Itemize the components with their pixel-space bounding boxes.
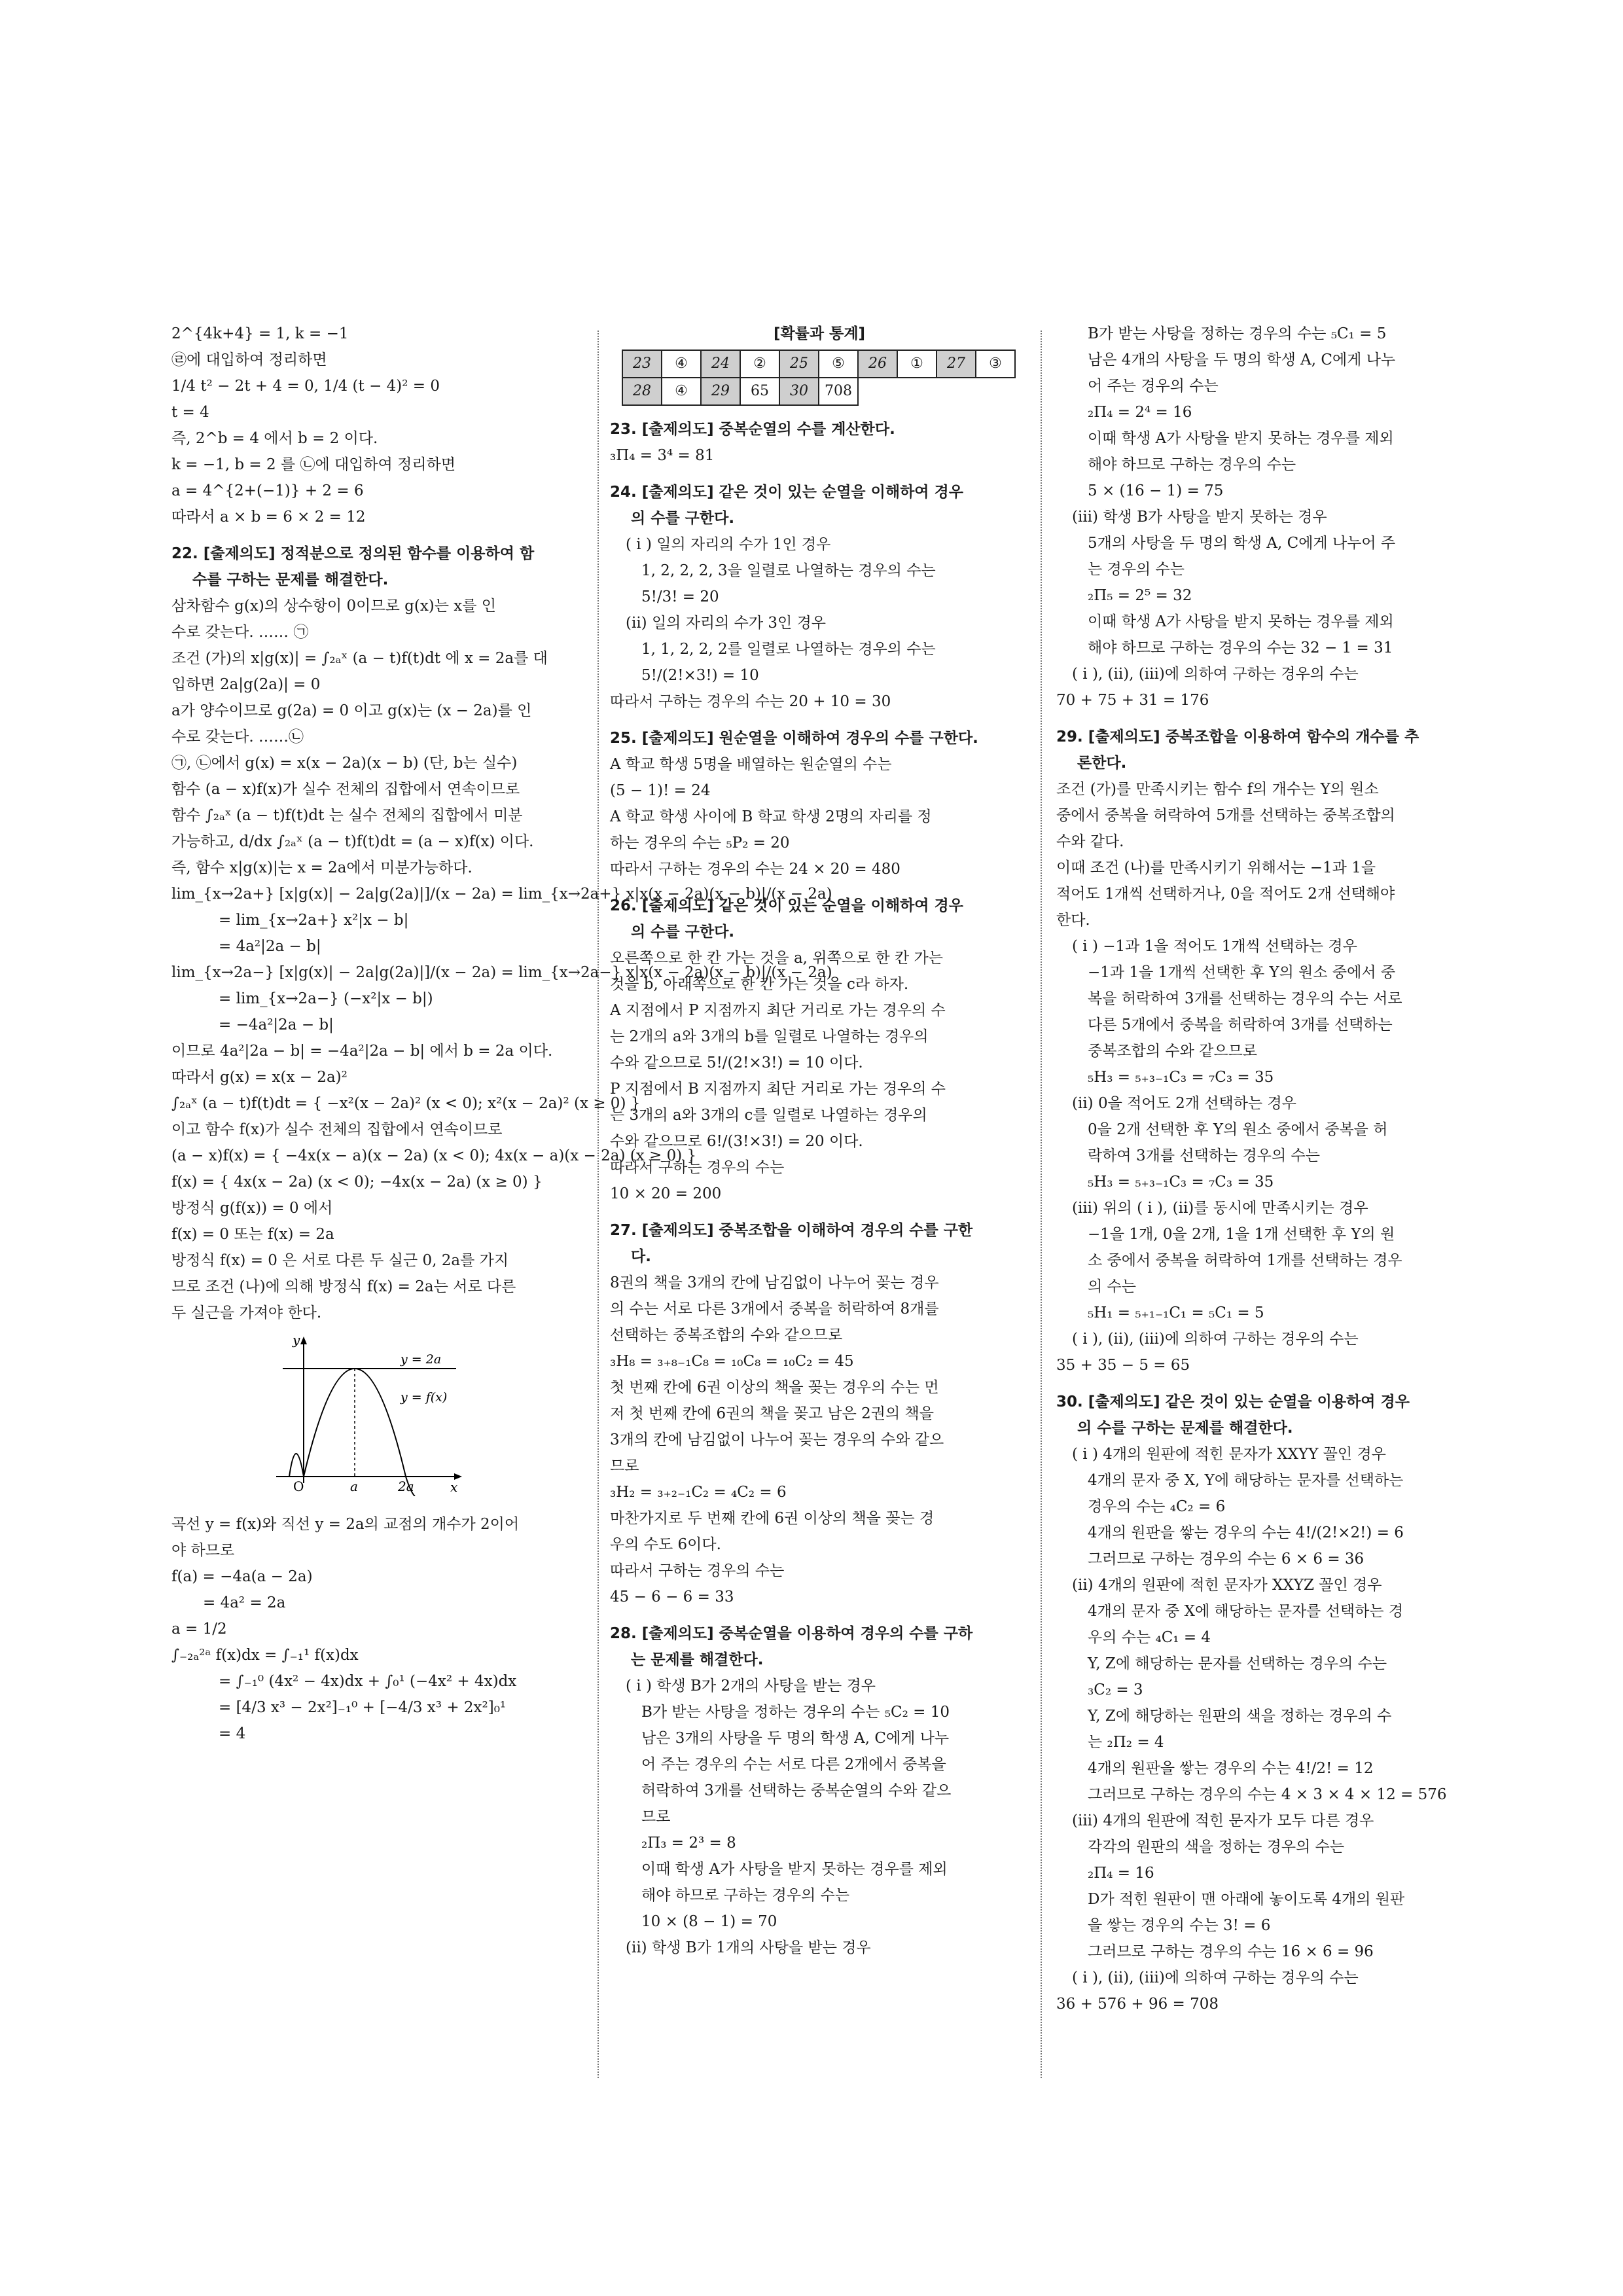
text-line: 5 × (16 − 1) = 75 — [1088, 482, 1224, 499]
text-line: 는 ₂Π₂ = 4 — [1088, 1734, 1164, 1751]
graph-origin-label: O — [293, 1479, 304, 1494]
text-line: 이때 조건 (나)를 만족시키기 위해서는 −1과 1을 — [1056, 859, 1376, 876]
text-line: 1/4 t² − 2t + 4 = 0, 1/4 (t − 4)² = 0 — [171, 378, 440, 395]
text-line: 저 첫 번째 칸에 6권의 책을 꽂고 남은 2권의 책을 — [610, 1405, 934, 1422]
problem-heading-line — [610, 1647, 1029, 1673]
text-line: lim_{x→2a+} [x|g(x)| − 2a|g(2a)|]/(x − 2a) = lim_{x→2a+} x|x(x − 2a)(x − b)|/(x − 2a) — [171, 886, 832, 903]
text-line: 것을 b, 아래쪽으로 한 칸 가는 것을 c라 하자. — [610, 976, 909, 993]
text-line: 중에서 중복을 허락하여 5개를 선택하는 중복조합의 — [1056, 807, 1395, 824]
text-line: = ∫₋₁⁰ (4x² − 4x)dx + ∫₀¹ (−4x² + 4x)dx — [219, 1673, 517, 1690]
text-line: 그러므로 구하는 경우의 수는 4 × 3 × 4 × 12 = 576 — [1088, 1786, 1447, 1803]
text-line: 는 2개의 a와 3개의 b를 일렬로 나열하는 경우의 — [610, 1028, 929, 1045]
text-line: ₂Π₄ = 2⁴ = 16 — [1088, 404, 1192, 421]
text-line: 수와 같다. — [1056, 833, 1124, 850]
text-line: −1과 1을 1개씩 선택한 후 Y의 원소 중에서 중 — [1088, 964, 1396, 981]
answer-question-number: 25 — [779, 350, 819, 378]
problem-heading: 30. [출제의도] 같은 것이 있는 순열을 이용하여 경우 — [1056, 1393, 1410, 1410]
text-line: ₂Π₅ = 2⁵ = 32 — [1088, 587, 1192, 604]
text-line: 해야 하므로 구하는 경우의 수는 — [1088, 456, 1296, 473]
text-line: ₅H₃ = ₅₊₃₋₁C₃ = ₇C₃ = 35 — [1088, 1174, 1274, 1191]
problem-heading-line — [610, 1244, 1029, 1270]
graph-2a-label: 2a — [398, 1479, 414, 1494]
text-line: 이때 학생 A가 사탕을 받지 못하는 경우를 제외 — [1088, 613, 1394, 630]
problem-heading: 26. [출제의도] 같은 것이 있는 순열을 이해하여 경우 — [610, 897, 963, 914]
text-line: 락하여 3개를 선택하는 경우의 수는 — [1088, 1147, 1320, 1164]
text-line: 45 − 6 − 6 = 33 — [610, 1588, 734, 1605]
text-line: a가 양수이므로 g(2a) = 0 이고 g(x)는 (x − 2a)를 인 — [171, 702, 532, 719]
text-line: 방정식 f(x) = 0 은 서로 다른 두 실근 0, 2a를 가지 — [171, 1252, 509, 1269]
graph-line-label: y = 2a — [401, 1352, 442, 1367]
column-3 — [1056, 321, 1469, 2017]
text-line: A 학교 학생 5명을 배열하는 원순열의 수는 — [610, 756, 892, 773]
text-line: 하는 경우의 수는 ₅P₂ = 20 — [610, 834, 790, 852]
text-line: 수와 같으므로 6!/(3!×3!) = 20 이다. — [610, 1133, 863, 1150]
text-line: 이때 학생 A가 사탕을 받지 못하는 경우를 제외 — [1088, 430, 1394, 447]
answer-question-number: 30 — [779, 378, 819, 405]
problem-heading: 29. [출제의도] 중복조합을 이용하여 함수의 개수를 추 — [1056, 728, 1419, 745]
text-line: 입하면 2a|g(2a)| = 0 — [171, 676, 321, 693]
answer-value: ① — [897, 350, 936, 378]
text-line: 해야 하므로 구하는 경우의 수는 32 − 1 = 31 — [1088, 639, 1393, 656]
text-line: ( i ) 4개의 원판에 적힌 문자가 XXYY 꼴인 경우 — [1072, 1446, 1386, 1463]
problem-heading: 27. [출제의도] 중복조합을 이해하여 경우의 수를 구한 — [610, 1222, 973, 1239]
graph-x-label: x — [450, 1479, 458, 1495]
text-line: f(x) = 0 또는 f(x) = 2a — [171, 1226, 334, 1243]
text-line: ( i ), (ii), (iii)에 의하여 구하는 경우의 수는 — [1072, 666, 1359, 683]
text-line: 소 중에서 중복을 허락하여 1개를 선택하는 경우 — [1088, 1252, 1402, 1269]
text-line: 이므로 4a²|2a − b| = −4a²|2a − b| 에서 b = 2a 이다. — [171, 1043, 553, 1060]
text-line: 5!/(2!×3!) = 10 — [641, 667, 759, 684]
text-line: ₃H₂ = ₃₊₂₋₁C₂ = ₄C₂ = 6 — [610, 1484, 787, 1501]
text-line: ( i ), (ii), (iii)에 의하여 구하는 경우의 수는 — [1072, 1969, 1359, 1986]
column-2 — [610, 321, 1029, 1961]
text-line: 3개의 칸에 남김없이 나누어 꽂는 경우의 수와 같으 — [610, 1431, 944, 1448]
text-line: 따라서 구하는 경우의 수는 24 × 20 = 480 — [610, 861, 901, 878]
text-line: 수와 같으므로 5!/(2!×3!) = 10 이다. — [610, 1054, 863, 1071]
answer-value: ⑤ — [819, 350, 858, 378]
answer-value: ④ — [662, 378, 701, 405]
text-line: 허락하여 3개를 선택하는 중복순열의 수와 같으 — [641, 1782, 952, 1799]
text-line: 함수 ∫₂ₐˣ (a − t)f(t)dt 는 실수 전체의 집합에서 미분 — [171, 807, 523, 824]
text-line: 따라서 a × b = 6 × 2 = 12 — [171, 509, 366, 526]
text-line: ( i ) 일의 자리의 수가 1인 경우 — [626, 536, 831, 553]
answer-question-number: 29 — [701, 378, 740, 405]
text-line: ₂Π₃ = 2³ = 8 — [641, 1835, 736, 1852]
problem-heading-line — [610, 919, 1029, 945]
text-line: 남은 3개의 사탕을 두 명의 학생 A, C에게 나누 — [641, 1730, 950, 1747]
text-line: 따라서 구하는 경우의 수는 20 + 10 = 30 — [610, 693, 891, 710]
text-line: 첫 번째 칸에 6권 이상의 책을 꽂는 경우의 수는 먼 — [610, 1379, 939, 1396]
text-line: (iii) 4개의 원판에 적힌 문자가 모두 다른 경우 — [1072, 1812, 1374, 1829]
text-line: 한다. — [1056, 912, 1090, 929]
text-line: 의 수는 서로 다른 3개에서 중복을 허락하여 8개를 — [610, 1300, 939, 1318]
answer-value: 708 — [819, 378, 858, 405]
text-line: ₂Π₄ = 16 — [1088, 1865, 1154, 1882]
answer-question-number: 26 — [858, 350, 897, 378]
graph-y-label: y — [293, 1333, 300, 1348]
text-line: 4개의 원판을 쌓는 경우의 수는 4!/2! = 12 — [1088, 1760, 1374, 1777]
text-line: P 지점에서 B 지점까지 최단 거리로 가는 경우의 수 — [610, 1081, 946, 1098]
text-line: 그러므로 구하는 경우의 수는 16 × 6 = 96 — [1088, 1943, 1374, 1960]
text-line: 마찬가지로 두 번째 칸에 6권 이상의 책을 꽂는 경 — [610, 1510, 935, 1527]
text-line: = 4a² = 2a — [203, 1594, 286, 1611]
text-line: 오른쪽으로 한 칸 가는 것을 a, 위쪽으로 한 칸 가는 — [610, 950, 943, 967]
text-line: (iii) 위의 ( i ), (ii)를 동시에 만족시키는 경우 — [1072, 1200, 1368, 1217]
answer-value: ④ — [662, 350, 701, 378]
text-line: ∫₂ₐˣ (a − t)f(t)dt = { −x²(x − 2a)² (x < 0); x²(x − 2a)² (x ≥ 0) } — [171, 1095, 641, 1112]
text-line: 4개의 문자 중 X, Y에 해당하는 문자를 선택하는 — [1088, 1472, 1404, 1489]
text-line: 어 주는 경우의 수는 — [1088, 378, 1219, 395]
text-line: (iii) 학생 B가 사탕을 받지 못하는 경우 — [1072, 509, 1327, 526]
text-line: ( i ) 학생 B가 2개의 사탕을 받는 경우 — [626, 1677, 876, 1695]
text-line: −1을 1개, 0을 2개, 1을 1개 선택한 후 Y의 원 — [1088, 1226, 1395, 1243]
text-line: 0을 2개 선택한 후 Y의 원소 중에서 중복을 허 — [1088, 1121, 1388, 1138]
text-line: 이때 학생 A가 사탕을 받지 못하는 경우를 제외 — [641, 1861, 948, 1878]
text-line: 따라서 g(x) = x(x − 2a)² — [171, 1069, 348, 1086]
text-line: = 4 — [219, 1725, 246, 1742]
text-line: 어 주는 경우의 수는 서로 다른 2개에서 중복을 — [641, 1756, 946, 1773]
text-line: 10 × 20 = 200 — [610, 1185, 722, 1202]
text-line: a = 4^{2+(−1)} + 2 = 6 — [171, 482, 364, 499]
problem-heading: 23. [출제의도] 중복순열의 수를 계산한다. — [610, 421, 895, 438]
problem-heading-line — [1056, 1415, 1469, 1441]
answer-row — [622, 350, 1015, 378]
problem-heading-cont: 수를 구하는 문제를 해결한다. — [192, 571, 389, 588]
text-line: 4개의 원판을 쌓는 경우의 수는 4!/(2!×2!) = 6 — [1088, 1524, 1404, 1541]
text-line: = lim_{x→2a+} x²|x − b| — [219, 912, 409, 929]
text-line: = −4a²|2a − b| — [219, 1016, 334, 1033]
text-line: a = 1/2 — [171, 1621, 227, 1638]
problem-heading-cont: 론한다. — [1077, 755, 1127, 772]
text-line: 야 하므로 — [171, 1542, 235, 1559]
text-line: 35 + 35 − 5 = 65 — [1056, 1357, 1190, 1374]
text-line: 각각의 원판의 색을 정하는 경우의 수는 — [1088, 1839, 1345, 1856]
text-line: 복을 허락하여 3개를 선택하는 경우의 수는 서로 — [1088, 990, 1402, 1007]
text-line: 1, 1, 2, 2, 2를 일렬로 나열하는 경우의 수는 — [641, 641, 936, 658]
function-graph — [270, 1333, 466, 1496]
answer-row — [622, 378, 1015, 405]
text-line: 가능하고, d/dx ∫₂ₐˣ (a − t)f(t)dt = (a − x)f(x) 이다. — [171, 833, 534, 850]
text-line: f(x) = { 4x(x − 2a) (x < 0); −4x(x − 2a) (x ≥ 0) } — [171, 1174, 543, 1191]
answer-question-number: 28 — [622, 378, 662, 405]
text-line: 므로 — [641, 1808, 671, 1825]
problem-heading: 22. [출제의도] 정적분으로 정의된 함수를 이용하여 함 — [171, 545, 535, 562]
text-line: 5개의 사탕을 두 명의 학생 A, C에게 나누어 주 — [1088, 535, 1396, 552]
text-line: 1, 2, 2, 2, 3을 일렬로 나열하는 경우의 수는 — [641, 562, 936, 579]
text-line: ₅H₃ = ₅₊₃₋₁C₃ = ₇C₃ = 35 — [1088, 1069, 1274, 1086]
text-line: 곡선 y = f(x)와 직선 y = 2a의 교점의 개수가 2이어 — [171, 1516, 520, 1533]
text-line: 따라서 구하는 경우의 수는 — [610, 1159, 785, 1176]
text-line: 는 경우의 수는 — [1088, 561, 1185, 578]
text-line: Y, Z에 해당하는 문자를 선택하는 경우의 수는 — [1088, 1655, 1387, 1672]
problem-heading-cont: 의 수를 구한다. — [631, 924, 735, 941]
text-line: 즉, 2^b = 4 에서 b = 2 이다. — [171, 430, 378, 447]
answer-value: ③ — [976, 350, 1015, 378]
text-line: 수로 갖는다. …… ㉠ — [171, 624, 309, 641]
text-line: 삼차함수 g(x)의 상수항이 0이므로 g(x)는 x를 인 — [171, 598, 497, 615]
text-line: 5!/3! = 20 — [641, 588, 719, 605]
text-line: (ii) 일의 자리의 수가 3인 경우 — [626, 615, 827, 632]
text-line: t = 4 — [171, 404, 209, 421]
text-line: 다른 5개에서 중복을 허락하여 3개를 선택하는 — [1088, 1016, 1393, 1033]
text-line: (5 − 1)! = 24 — [610, 782, 711, 799]
problem-heading: 25. [출제의도] 원순열을 이해하여 경우의 수를 구한다. — [610, 730, 978, 747]
text-line: B가 받는 사탕을 정하는 경우의 수는 ₅C₁ = 5 — [1088, 325, 1387, 342]
text-line: 36 + 576 + 96 = 708 — [1056, 1996, 1219, 2013]
text-line: B가 받는 사탕을 정하는 경우의 수는 ₅C₂ = 10 — [641, 1704, 950, 1721]
text-line: 이고 함수 f(x)가 실수 전체의 집합에서 연속이므로 — [171, 1121, 503, 1138]
text-line: ₃C₂ = 3 — [1088, 1681, 1143, 1698]
graph-a-label: a — [350, 1479, 358, 1494]
text-line: 므로 조건 (나)에 의해 방정식 f(x) = 2a는 서로 다른 — [171, 1278, 516, 1295]
text-line: ₅H₁ = ₅₊₁₋₁C₁ = ₅C₁ = 5 — [1088, 1304, 1264, 1321]
text-line: 따라서 구하는 경우의 수는 — [610, 1562, 785, 1579]
answer-value: 65 — [740, 378, 779, 405]
text-line: ( i ), (ii), (iii)에 의하여 구하는 경우의 수는 — [1072, 1331, 1359, 1348]
text-line: 2^{4k+4} = 1, k = −1 — [171, 325, 349, 342]
answer-value: ② — [740, 350, 779, 378]
text-line: 해야 하므로 구하는 경우의 수는 — [641, 1887, 850, 1904]
text-line: ∫₋₂ₐ²ᵃ f(x)dx = ∫₋₁¹ f(x)dx — [171, 1647, 359, 1664]
answer-question-number: 24 — [701, 350, 740, 378]
text-line: 조건 (가)의 x|g(x)| = ∫₂ₐˣ (a − t)f(t)dt 에 x = 2a를 대 — [171, 650, 548, 667]
problem-heading-cont: 의 수를 구하는 문제를 해결한다. — [1077, 1420, 1293, 1437]
text-line: D가 적힌 원판이 맨 아래에 놓이도록 4개의 원판 — [1088, 1891, 1405, 1908]
problem-heading: 28. [출제의도] 중복순열을 이용하여 경우의 수를 구하 — [610, 1625, 973, 1642]
text-line: A 지점에서 P 지점까지 최단 거리로 가는 경우의 수 — [610, 1002, 946, 1019]
text-line: 우의 수도 6이다. — [610, 1536, 721, 1553]
answer-question-number: 27 — [936, 350, 976, 378]
text-line: ( i ) −1과 1을 적어도 1개씩 선택하는 경우 — [1072, 938, 1357, 955]
answer-table — [622, 350, 1016, 406]
text-line: 4개의 문자 중 X에 해당하는 문자를 선택하는 경 — [1088, 1603, 1404, 1620]
text-line: 수로 갖는다. ……㉡ — [171, 728, 304, 745]
problem-heading-line — [1056, 750, 1469, 776]
text-line: 함수 (a − x)f(x)가 실수 전체의 집합에서 연속이므로 — [171, 781, 520, 798]
text-line: ㉣에 대입하여 정리하면 — [171, 351, 327, 368]
text-line: 중복조합의 수와 같으므로 — [1088, 1043, 1258, 1060]
text-line: = 4a²|2a − b| — [219, 938, 321, 955]
text-line: = lim_{x→2a−} (−x²|x − b|) — [219, 990, 433, 1007]
problem-heading-line — [171, 567, 590, 593]
problem-heading-cont: 의 수를 구한다. — [631, 510, 735, 527]
text-line: 경우의 수는 ₄C₂ = 6 — [1088, 1498, 1226, 1515]
answer-question-number: 23 — [622, 350, 662, 378]
text-line: ₃Π₄ = 3⁴ = 81 — [610, 447, 715, 464]
text-line: 두 실근을 가져야 한다. — [171, 1304, 322, 1321]
text-line: 우의 수는 ₄C₁ = 4 — [1088, 1629, 1211, 1646]
text-line: (ii) 학생 B가 1개의 사탕을 받는 경우 — [626, 1939, 871, 1956]
text-line: ㉠, ㉡에서 g(x) = x(x − 2a)(x − b) (단, b는 실수) — [171, 755, 518, 772]
column-separator-1 — [597, 331, 599, 2078]
text-line: 10 × (8 − 1) = 70 — [641, 1913, 777, 1930]
text-line: ₃H₈ = ₃₊₈₋₁C₈ = ₁₀C₈ = ₁₀C₂ = 45 — [610, 1353, 854, 1370]
text-line: 방정식 g(f(x)) = 0 에서 — [171, 1200, 333, 1217]
problem-heading-line — [610, 505, 1029, 531]
text-line: 의 수는 — [1088, 1278, 1136, 1295]
text-line: (ii) 0을 적어도 2개 선택하는 경우 — [1072, 1095, 1296, 1112]
text-line: 을 쌓는 경우의 수는 3! = 6 — [1088, 1917, 1271, 1934]
text-line: 8권의 책을 3개의 칸에 남김없이 나누어 꽂는 경우 — [610, 1274, 939, 1291]
graph-curve-label: y = f(x) — [401, 1390, 448, 1405]
text-line: 그러므로 구하는 경우의 수는 6 × 6 = 36 — [1088, 1551, 1364, 1568]
text-line: (ii) 4개의 원판에 적힌 문자가 XXYZ 꼴인 경우 — [1072, 1577, 1382, 1594]
section-title: [확률과 통계] — [773, 325, 866, 342]
text-line: (a − x)f(x) = { −4x(x − a)(x − 2a) (x < 0); 4x(x − a)(x − 2a) (x ≥ 0) } — [171, 1147, 697, 1164]
text-line: Y, Z에 해당하는 원판의 색을 정하는 경우의 수 — [1088, 1708, 1392, 1725]
text-line: k = −1, b = 2 를 ㉡에 대입하여 정리하면 — [171, 456, 456, 473]
text-line: 70 + 75 + 31 = 176 — [1056, 692, 1209, 709]
text-line: 선택하는 중복조합의 수와 같으므로 — [610, 1327, 843, 1344]
text-line: 므로 — [610, 1458, 639, 1475]
text-line: f(a) = −4a(a − 2a) — [171, 1568, 313, 1585]
text-line: = [4/3 x³ − 2x²]₋₁⁰ + [−4/3 x³ + 2x²]₀¹ — [219, 1699, 507, 1716]
text-line: 남은 4개의 사탕을 두 명의 학생 A, C에게 나누 — [1088, 351, 1396, 368]
problem-heading-cont: 다. — [631, 1248, 651, 1265]
problem-heading: 24. [출제의도] 같은 것이 있는 순열을 이해하여 경우 — [610, 484, 963, 501]
column-separator-2 — [1041, 331, 1042, 2078]
text-line: A 학교 학생 사이에 B 학교 학생 2명의 자리를 정 — [610, 808, 932, 825]
text-line: 적어도 1개씩 선택하거나, 0을 적어도 2개 선택해야 — [1056, 886, 1395, 903]
problem-heading-cont: 는 문제를 해결한다. — [631, 1651, 764, 1668]
text-line: 즉, 함수 x|g(x)|는 x = 2a에서 미분가능하다. — [171, 859, 473, 876]
text-line: lim_{x→2a−} [x|g(x)| − 2a|g(2a)|]/(x − 2a) = lim_{x→2a−} x|x(x − 2a)(x − b)|/(x − 2a) — [171, 964, 832, 981]
text-line: 는 3개의 a와 3개의 c를 일렬로 나열하는 경우의 — [610, 1107, 927, 1124]
text-line: 조건 (가)를 만족시키는 함수 f의 개수는 Y의 원소 — [1056, 781, 1379, 798]
